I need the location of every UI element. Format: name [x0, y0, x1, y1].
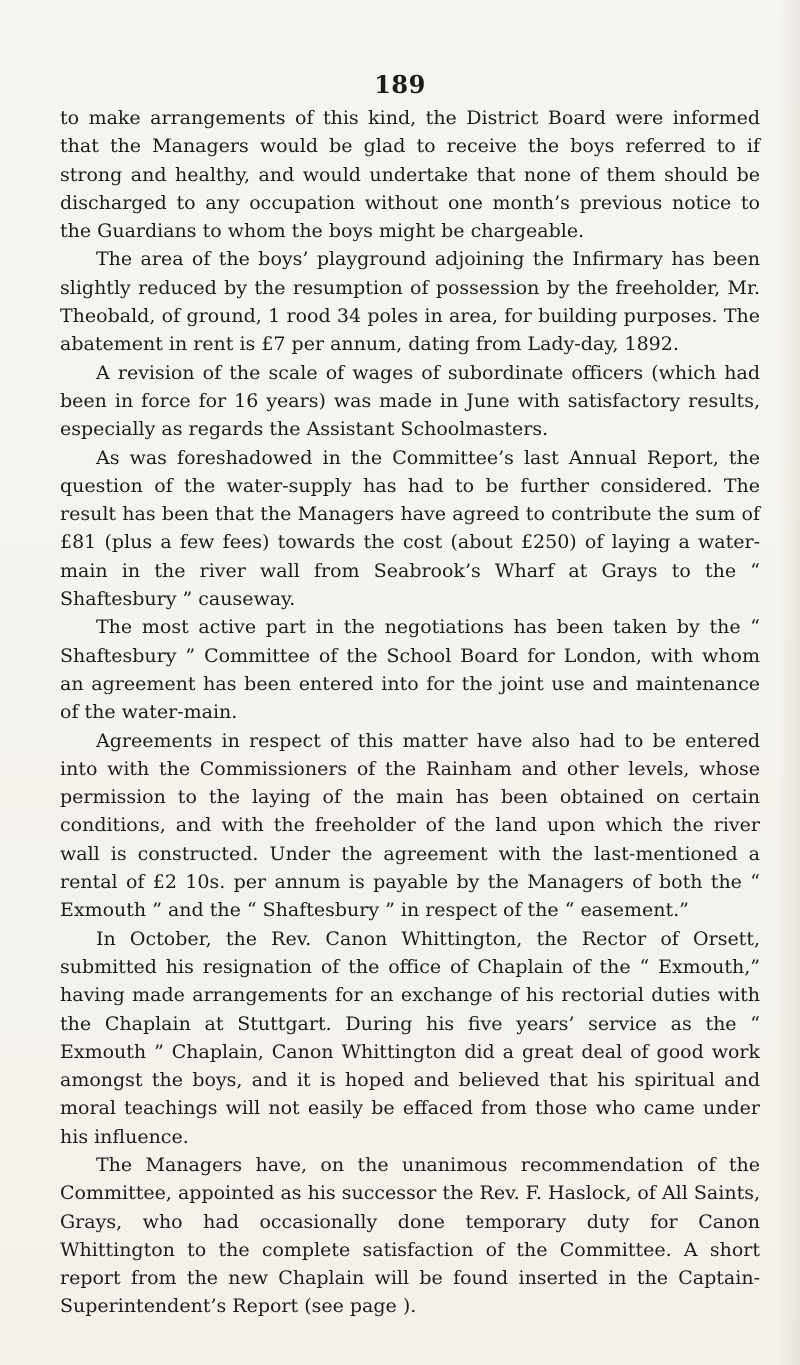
paragraph-negotiations: The most active part in the negotiations has been taken by the “ Shaftesbury ” Committee of the School Board for London, with whom an agreement has been entered into for the joint use and maintenance of the water-main.	[60, 616, 760, 724]
paragraph-successor: The Managers have, on the unanimous recommendation of the Committee, appointed as his successor the Rev. F. Haslock, of All Saints, Grays, who had occasionally done temporary duty for Canon Whittington to the complete satisfaction of the Committee. A short report from the new Chaplain will be found inserted in the Captain-Superintendent’s Report (see page ).	[60, 1153, 760, 1318]
paragraph-wages: A revision of the scale of wages of subordinate officers (which had been in force for 16 years) was made in June with satisfactory results, especially as regards the Assistant Schoolmasters.	[60, 361, 760, 441]
page-edge-shadow	[778, 0, 800, 1365]
paragraph-water-supply: As was foreshadowed in the Committee’s last Annual Report, the question of the water-supply has had to be further considered. The result has been that the Managers have agreed to contribute the sum of £81 (plus a few fees) towards the cost (about £250) of laying a water-main in the river wall from Seabrook’s Wharf at Grays to the “ Shaftesbury ” causeway.	[60, 446, 760, 611]
page-number: 189	[374, 70, 426, 99]
paragraph-continuation: to make arrangements of this kind, the District Board were informed that the Managers would be glad to receive the boys referred to if strong and healthy, and would undertake that none of them should be discharged to any occupation without one month’s previous notice to the Guardians to whom the boys might be chargeable.	[60, 107, 760, 243]
paragraph-chaplain-resignation: In October, the Rev. Canon Whittington, the Rector of Orsett, submitted his resignation of the office of Chaplain of the “ Exmouth,” having made arrangements for an exchange of his rectorial duties with the Chaplain at Stuttgart. During his five years’ service as the “ Exmouth ” Chaplain, Canon Whittington did a great deal of good work amongst the boys, and it is hoped and believed that his spiritual and moral teachings will not easily be effaced from those who came under his influence.	[60, 927, 760, 1148]
body-text	[60, 104, 760, 1321]
paragraph-agreements: Agreements in respect of this matter have also had to be entered into with the Commissioners of the Rainham and other levels, whose permission to the laying of the main has been obtained on certain conditions, and with the freeholder of the land upon which the river wall is constructed. Under the agreement with the last-mentioned a rental of £2 10s. per annum is payable by the Managers of both the “ Exmouth ” and the “ Shaftesbury ” in respect of the “ easement.”	[60, 729, 760, 922]
paragraph-playground: The area of the boys’ playground adjoining the Infirmary has been slightly reduced by the resumption of possession by the freeholder, Mr. Theobald, of ground, 1 rood 34 poles in area, for building purposes. The abatement in rent is £7 per annum, dating from Lady-day, 1892.	[60, 248, 760, 356]
